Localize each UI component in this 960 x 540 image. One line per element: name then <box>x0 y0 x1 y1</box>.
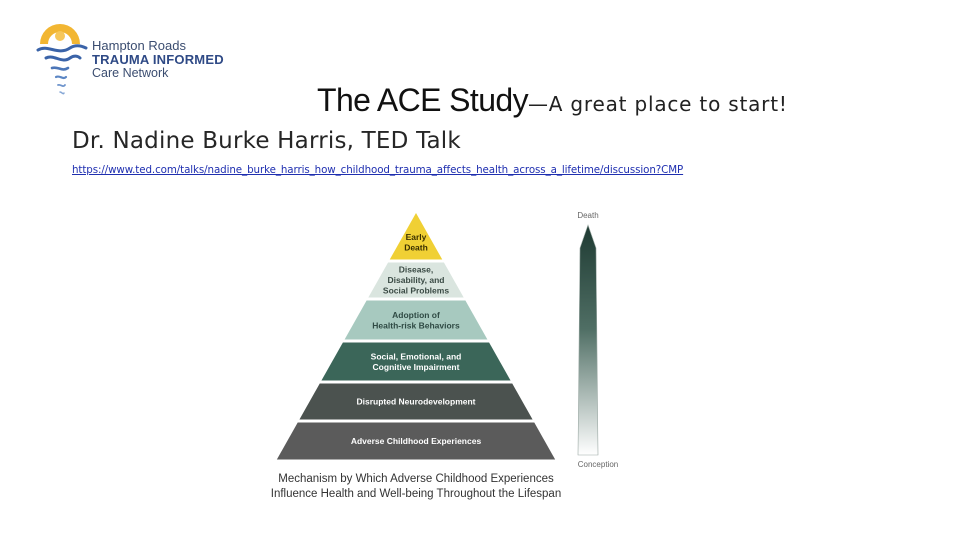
pyramid-tier-4-label: Cognitive Impairment <box>372 361 460 372</box>
pyramid-tier-2-label: Disease, <box>398 264 434 275</box>
ted-talk-link[interactable]: https://www.ted.com/talks/nadine_burke_harris_how_childhood_trauma_affects_health_across_a_lifetime/discussion?CMP <box>72 164 684 176</box>
logo-line-1: Hampton Roads <box>92 38 186 53</box>
pyramid-tier-1-label: Death <box>404 242 428 253</box>
figure-caption-line-1: Mechanism by Which Adverse Childhood Experiences <box>278 473 554 485</box>
slide-title <box>317 84 788 116</box>
pyramid <box>277 213 555 460</box>
pyramid-tier-2-label: Social Problems <box>382 285 450 296</box>
logo-line-3: Care Network <box>92 66 169 80</box>
pyramid-tier-3-label: Adoption of <box>392 309 440 320</box>
pyramid-tier-5-label: Disrupted Neurodevelopment <box>356 396 476 407</box>
title-subtitle: —A great place to start! <box>527 92 788 116</box>
pyramid-tier-2-label: Disability, and <box>387 275 445 285</box>
figure-caption-line-2: Influence Health and Well-being Throughout the Lifespan <box>270 488 562 500</box>
ace-pyramid-figure <box>262 193 634 523</box>
pyramid-tier-1-label: Early <box>405 232 427 242</box>
logo-line-2: TRAUMA INFORMED <box>92 52 224 67</box>
pyramid-tier-4-label: Social, Emotional, and <box>370 351 462 362</box>
pyramid-tier-6-label: Adverse Childhood Experiences <box>350 436 482 446</box>
sun-wave-logo-icon <box>34 22 90 104</box>
title-main: The ACE Study <box>317 82 528 118</box>
timeline-conception-label: Conception <box>577 460 619 469</box>
timeline-arrow <box>577 211 618 469</box>
speaker-heading: Dr. Nadine Burke Harris, TED Talk <box>72 128 461 154</box>
pyramid-tier-3-label: Health-risk Behaviors <box>372 320 460 331</box>
ace-pyramid-diagram <box>262 193 634 523</box>
timeline-death-label: Death <box>577 211 599 220</box>
organization-logo <box>34 22 254 104</box>
